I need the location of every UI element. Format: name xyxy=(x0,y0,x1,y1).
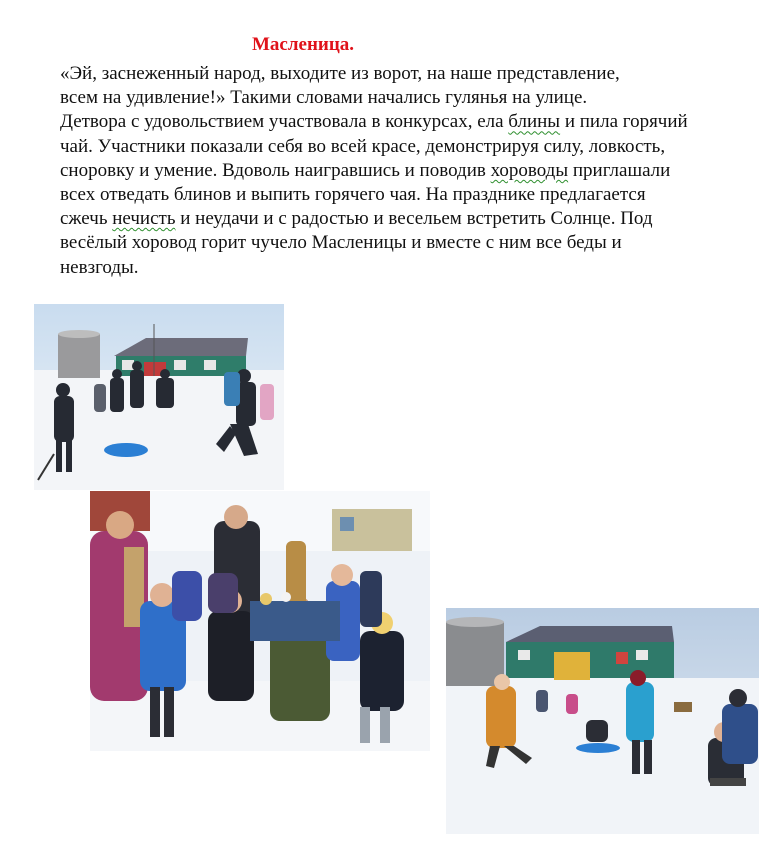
spellcheck-word: хороводы xyxy=(490,159,569,181)
text-line-2: всем на удивление!» Такими словами начались гулянья на улице. xyxy=(60,87,588,109)
body-paragraph xyxy=(60,62,775,280)
photo-illustration xyxy=(446,608,759,834)
festival-photo-3 xyxy=(446,608,759,834)
text-line-6: всех отведать блинов и выпить горячего чая. На празднике предлагается xyxy=(60,184,646,206)
festival-photo-1 xyxy=(34,304,284,490)
text-segment: сжечь xyxy=(60,208,113,230)
text-line-7 xyxy=(60,207,775,231)
text-segment: Детвора с удовольствием участвовала в конкурсах, ела xyxy=(60,111,509,133)
text-segment: и неудачи и с радостью и весельем встретить Солнце. Под xyxy=(175,208,653,230)
text-line-5 xyxy=(60,159,775,183)
text-segment: и пила горячий xyxy=(560,111,688,133)
text-line-3 xyxy=(60,110,775,134)
spellcheck-word: нечисть xyxy=(112,208,176,230)
festival-photo-2 xyxy=(90,491,430,751)
text-segment: сноровку и умение. Вдоволь наигравшись и поводив xyxy=(60,159,491,181)
text-line-9: невзгоды. xyxy=(60,256,139,278)
text-line-1: «Эй, заснеженный народ, выходите из ворот, на наше представление, xyxy=(60,63,620,84)
text-segment: приглашали xyxy=(568,159,671,181)
text-line-4: чай. Участники показали себя во всей красе, демонстрируя силу, ловкость, xyxy=(60,135,666,157)
spellcheck-word: блины xyxy=(508,111,561,133)
photo-illustration xyxy=(90,491,430,751)
photo-illustration xyxy=(34,304,284,490)
text-line-8: весёлый хоровод горит чучело Масленицы и вместе с ним все беды и xyxy=(60,232,622,254)
page-title: Масленица. xyxy=(252,34,355,55)
